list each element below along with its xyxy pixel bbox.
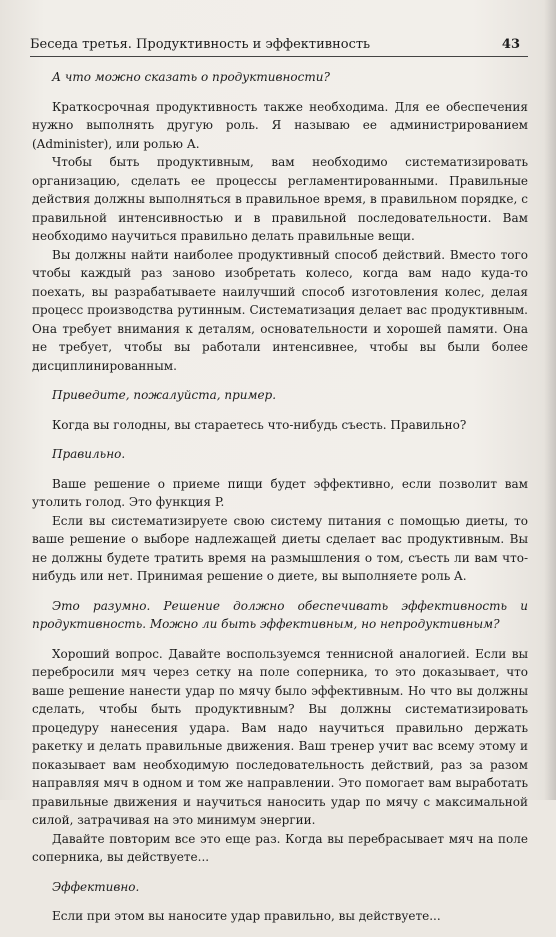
answer-paragraph: Хороший вопрос. Давайте воспользуемся теннисной аналогией. Если вы перебросили мяч через сетку на поле соперника, то это доказывает, что ваше решение нанести удар по мячу было эффективным. Но что вы должны сделать, чтобы быть продуктивным? Вы должны систематизировать процедуру нанесения удара. Вам надо научиться правильно держать ракетку и делать правильные движения. Ваш тренер учит вас всему этому и показывает вам необходимую последовательность действий, раз за разом направляя мяч в одном и том же направлении. Это помогает вам выработать правильные движения и научиться наносить удар по мячу с максимальной силой, затрачивая на это минимум энергии. [32, 646, 528, 827]
answer-paragraph: Краткосрочная продуктивность также необходима. Для ее обеспечения нужно выполнять другую роль. Я называю ее администрированием (Administer), или ролью А. [32, 99, 528, 151]
answer-paragraph: Если вы систематизируете свою систему питания с помощью диеты, то ваше решение о выборе надлежащей диеты сделает вас продуктивным. Вы не должны будете тратить время на размышления о том, съесть ли вам что-нибудь или нет. Принимая решение о диете, вы выполняете роль A. [32, 513, 528, 583]
question-paragraph: Это разумно. Решение должно обеспечивать эффективность и продуктивность. Можно ли быть эффективным, но непродуктивным? [32, 598, 528, 631]
question-paragraph: А что можно сказать о продуктивности? [52, 70, 330, 84]
question-paragraph: Приведите, пожалуйста, пример. [52, 388, 277, 402]
page-edge-shadow [544, 0, 556, 800]
running-header [30, 34, 528, 57]
answer-paragraph: Если при этом вы наносите удар правильно, вы действуете... [52, 909, 441, 923]
answer-paragraph: Вы должны найти наиболее продуктивный способ действий. Вместо того чтобы каждый раз заново изобретать колесо, когда вам надо куда-то поехать, вы разрабатываете наилучший способ изготовления колес, делая процесс производства рутинным. Систематизация делает вас продуктивным. Она требует внимания к деталям, основательности и хорошей памяти. Она не требует, чтобы вы работали интенсивнее, чтобы вы были более дисциплинированным. [32, 247, 528, 373]
answer-paragraph: Давайте повторим все это еще раз. Когда вы перебрасывает мяч на поле соперника, вы действуете... [32, 831, 528, 864]
page-number: 43 [501, 37, 520, 52]
question-paragraph: Правильно. [52, 447, 126, 461]
chapter-title: Беседа третья. Продуктивность и эффективность [30, 37, 371, 52]
answer-paragraph: Когда вы голодны, вы стараетесь что-нибудь съесть. Правильно? [52, 417, 467, 432]
answer-paragraph: Чтобы быть продуктивным, вам необходимо систематизировать организацию, сделать ее процессы регламентированными. Правильные действия должны выполняться в правильное время, в правильном порядке, с правильной интенсивностью и в правильной последовательности. Вам необходимо научиться правильно делать правильные вещи. [32, 155, 528, 243]
page-body [32, 68, 528, 937]
question-paragraph: Эффективно. [52, 879, 140, 894]
answer-paragraph: Ваше решение о приеме пищи будет эффективно, если позволит вам утолить голод. Это функция P. [32, 476, 528, 509]
